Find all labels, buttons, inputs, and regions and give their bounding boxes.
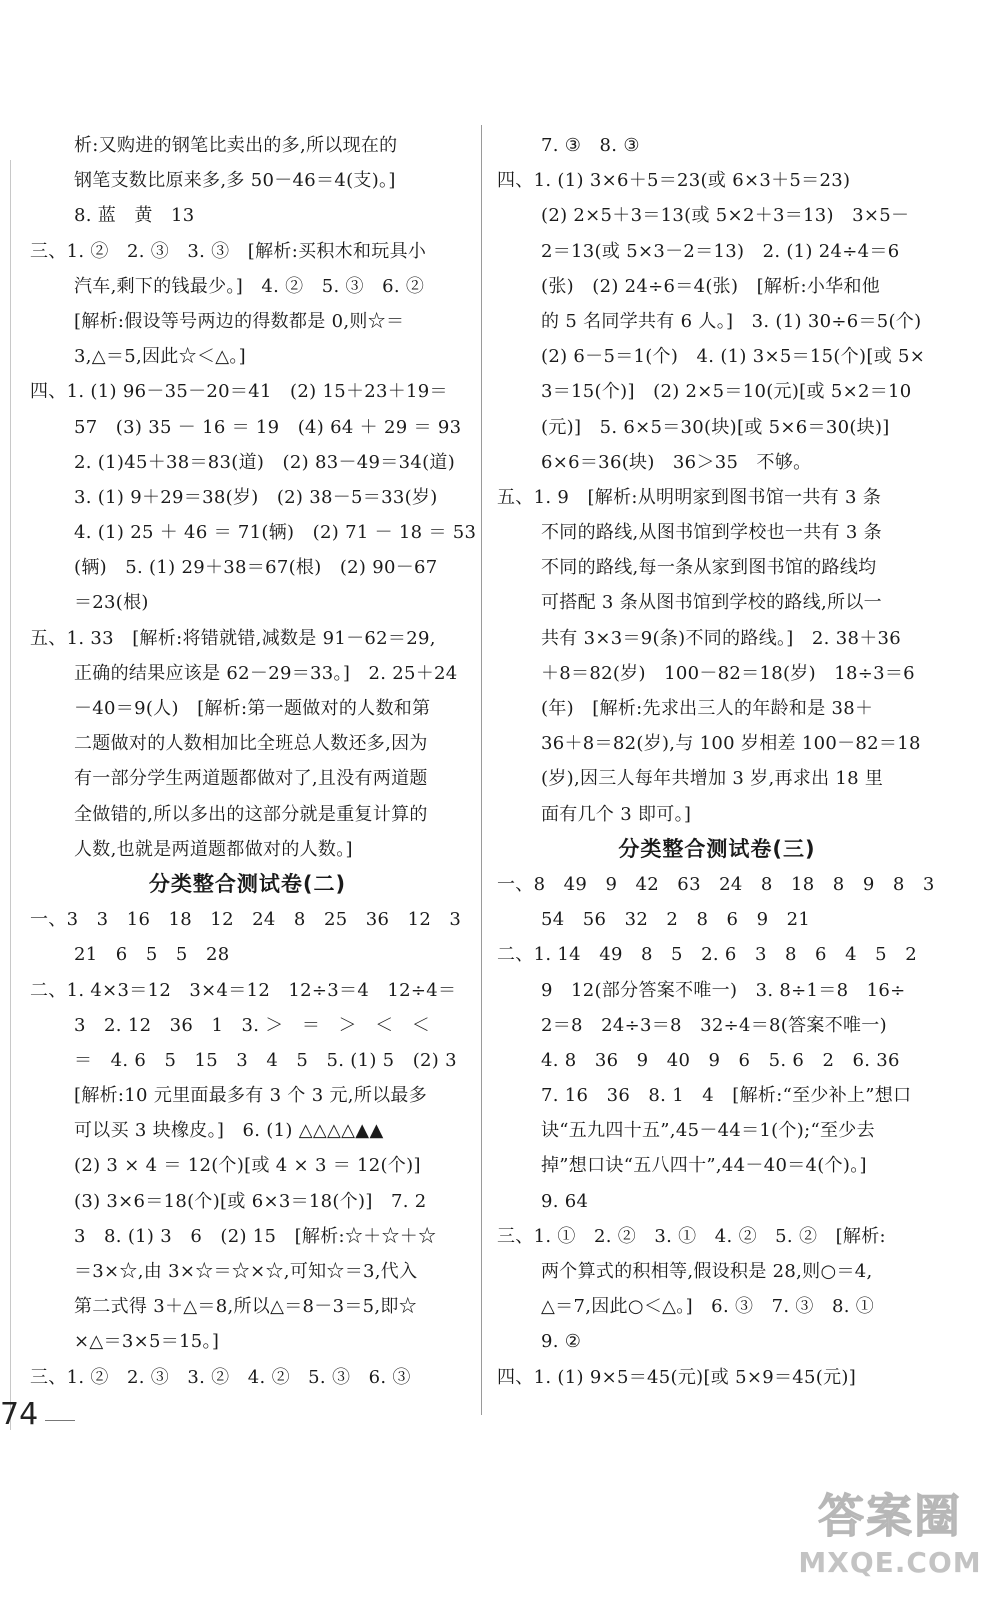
answer-line: 21 6 5 5 28: [74, 944, 230, 966]
page-number: 74: [0, 1397, 39, 1432]
answer-line: 54 56 32 2 8 6 9 21: [541, 909, 811, 931]
answer-line: 析:又购进的钢笔比卖出的多,所以现在的: [74, 135, 398, 156]
answer-line: 人数,也就是两道题都做对的人数。]: [74, 838, 353, 860]
answer-line: 三、1. ① 2. ② 3. ① 4. ② 5. ② [解析:: [497, 1225, 886, 1247]
answer-line: 不同的路线,从图书馆到学校也一共有 3 条: [541, 522, 882, 544]
answer-line: 共有 3×3＝9(条)不同的路线。] 2. 38＋36: [541, 627, 902, 649]
answer-line: 面有几个 3 即可。]: [541, 803, 692, 825]
answer-line: 可以买 3 块橡皮。] 6. (1) △△△△▲▲: [74, 1120, 384, 1142]
right-column: [497, 128, 937, 1395]
answer-line: (元)] 5. 6×5＝30(块)[或 5×6＝30(块)]: [541, 416, 890, 438]
answer-line: 一、3 3 16 18 12 24 8 25 36 12 3: [30, 909, 462, 931]
left-margin-rule: [10, 160, 11, 1430]
answer-line: 四、1. (1) 9×5＝45(元)[或 5×9＝45(元)]: [497, 1366, 857, 1388]
answer-line: 第二式得 3＋△＝8,所以△＝8－3＝5,即☆: [74, 1296, 418, 1318]
answer-line: (2) 2×5＋3＝13(或 5×2＋3＝13) 3×5－: [541, 205, 910, 227]
answer-line: 3＝15(个)] (2) 2×5＝10(元)[或 5×2＝10: [541, 381, 912, 403]
answer-line: [解析:10 元里面最多有 3 个 3 元,所以最多: [74, 1085, 428, 1107]
answer-line: 三、1. ② 2. ③ 3. ③ [解析:买积木和玩具小: [30, 240, 427, 262]
answer-line: 7. 16 36 8. 1 4 [解析:“至少补上”想口: [541, 1085, 912, 1107]
answer-line: △＝7,因此○＜△。] 6. ③ 7. ③ 8. ①: [541, 1296, 875, 1318]
answer-line: 6×6＝36(块) 36＞35 不够。: [541, 451, 812, 473]
answer-line: 二题做对的人数相加比全班总人数还多,因为: [74, 733, 428, 755]
answer-line: 一、8 49 9 42 63 24 8 18 8 9 8 3: [497, 873, 935, 895]
answer-line: 7. ③ 8. ③: [541, 135, 640, 156]
answer-line: (张) (2) 24÷6＝4(张) [解析:小华和他: [541, 275, 881, 297]
answer-line: (辆) 5. (1) 29＋38＝67(根) (2) 90－67: [74, 557, 438, 579]
answer-line: (2) 6－5＝1(个) 4. (1) 3×5＝15(个)[或 5×: [541, 346, 926, 368]
answer-line: 五、1. 33 [解析:将错就错,减数是 91－62＝29,: [30, 627, 436, 649]
answer-line: 汽车,剩下的钱最少。] 4. ② 5. ③ 6. ②: [74, 275, 425, 297]
answer-line: 的 5 名同学共有 6 人。] 3. (1) 30÷6＝5(个): [541, 310, 922, 332]
answer-line: (岁),因三人每年共增加 3 岁,再求出 18 里: [541, 768, 884, 790]
answer-line: ＋8＝82(岁) 100－82＝18(岁) 18÷3＝6: [541, 662, 915, 684]
answer-line: 57 (3) 35 － 16 ＝ 19 (4) 64 ＋ 29 ＝ 93: [74, 416, 462, 438]
watermark-cn-text: 答案圈: [818, 1489, 962, 1543]
answer-line: 二、1. 14 49 8 5 2. 6 3 8 6 4 5 2: [497, 944, 917, 966]
answer-line: 两个算式的积相等,假设积是 28,则○＝4,: [541, 1261, 873, 1282]
answer-line: 9 12(部分答案不唯一) 3. 8÷1＝8 16÷: [541, 979, 906, 1001]
answer-line: 四、1. (1) 96－35－20＝41 (2) 15＋23＋19＝: [30, 381, 448, 403]
answer-line: －40＝9(人) [解析:第一题做对的人数和第: [74, 698, 431, 719]
answer-line: 五、1. 9 [解析:从明明家到图书馆一共有 3 条: [497, 486, 882, 508]
answer-line: 9. ②: [541, 1331, 582, 1353]
left-column: [30, 128, 477, 1395]
answer-line: 4. (1) 25 ＋ 46 ＝ 71(辆) (2) 71 － 18 ＝ 53: [74, 522, 477, 544]
answer-line: 可搭配 3 条从图书馆到学校的路线,所以一: [541, 592, 882, 614]
answer-line: ＝3×☆,由 3×☆＝☆×☆,可知☆＝3,代入: [74, 1261, 418, 1282]
answer-line: 3 8. (1) 3 6 (2) 15 [解析:☆＋☆＋☆: [74, 1225, 437, 1247]
answer-line: 36＋8＝82(岁),与 100 岁相差 100－82＝18: [541, 733, 921, 755]
answer-line: 4. 8 36 9 40 9 6 5. 6 2 6. 36: [541, 1049, 900, 1071]
answer-line: 钢笔支数比原来多,多 50－46＝4(支)。]: [74, 170, 396, 192]
answer-line: 二、1. 4×3＝12 3×4＝12 12÷3＝4 12÷4＝: [30, 979, 457, 1001]
answer-line: 2＝8 24÷3＝8 32÷4＝8(答案不唯一): [541, 1014, 887, 1036]
answer-line: (3) 3×6＝18(个)[或 6×3＝18(个)] 7. 2: [74, 1190, 427, 1212]
answer-line: 9. 64: [541, 1190, 589, 1212]
watermark-logo: [790, 1480, 990, 1590]
answer-line: 3 2. 12 36 1 3. ＞ ＝ ＞ ＜ ＜: [74, 1014, 431, 1036]
answer-line: 诀“五九四十五”,45－44＝1(个);“至少去: [541, 1120, 875, 1142]
answer-line: 8. 蓝 黄 13: [74, 205, 195, 227]
column-divider: [481, 125, 482, 1415]
answer-line: 3,△＝5,因此☆＜△。]: [74, 346, 246, 368]
answer-line: [解析:假设等号两边的得数都是 0,则☆＝: [74, 310, 405, 332]
answer-line: 全做错的,所以多出的这部分就是重复计算的: [74, 803, 428, 825]
section-title: 分类整合测试卷(二): [148, 871, 347, 896]
answer-line: 正确的结果应该是 62－29＝33。] 2. 25＋24: [74, 662, 458, 684]
section-title: 分类整合测试卷(三): [618, 836, 816, 861]
answer-line: 2. (1)45＋38＝83(道) (2) 83－49＝34(道): [74, 451, 456, 473]
answer-line: (2) 3 × 4 ＝ 12(个)[或 4 × 3 ＝ 12(个)]: [74, 1155, 421, 1177]
answer-line: 四、1. (1) 3×6＋5＝23(或 6×3＋5＝23): [497, 170, 851, 192]
answer-line: ＝23(根): [74, 592, 149, 614]
answer-line: 3. (1) 9＋29＝38(岁) (2) 38－5＝33(岁): [74, 486, 438, 508]
page-number-rule: [45, 1420, 75, 1421]
answer-line: ＝ 4. 6 5 15 3 4 5 5. (1) 5 (2) 3: [74, 1049, 457, 1071]
answer-line: (年) [解析:先求出三人的年龄和是 38＋: [541, 698, 874, 719]
answer-line: 三、1. ② 2. ③ 3. ② 4. ② 5. ③ 6. ③: [30, 1366, 411, 1388]
watermark-en-text: MXQE.COM: [798, 1546, 982, 1579]
answer-line: ×△＝3×5＝15。]: [74, 1331, 220, 1353]
answer-line: 2＝13(或 5×3－2＝13) 2. (1) 24÷4＝6: [541, 240, 900, 262]
answer-line: 有一部分学生两道题都做对了,且没有两道题: [74, 768, 428, 790]
answer-line: 不同的路线,每一条从家到图书馆的路线均: [541, 557, 877, 579]
answer-line: 掉”想口诀“五八四十”,44－40＝4(个)。]: [541, 1155, 867, 1177]
